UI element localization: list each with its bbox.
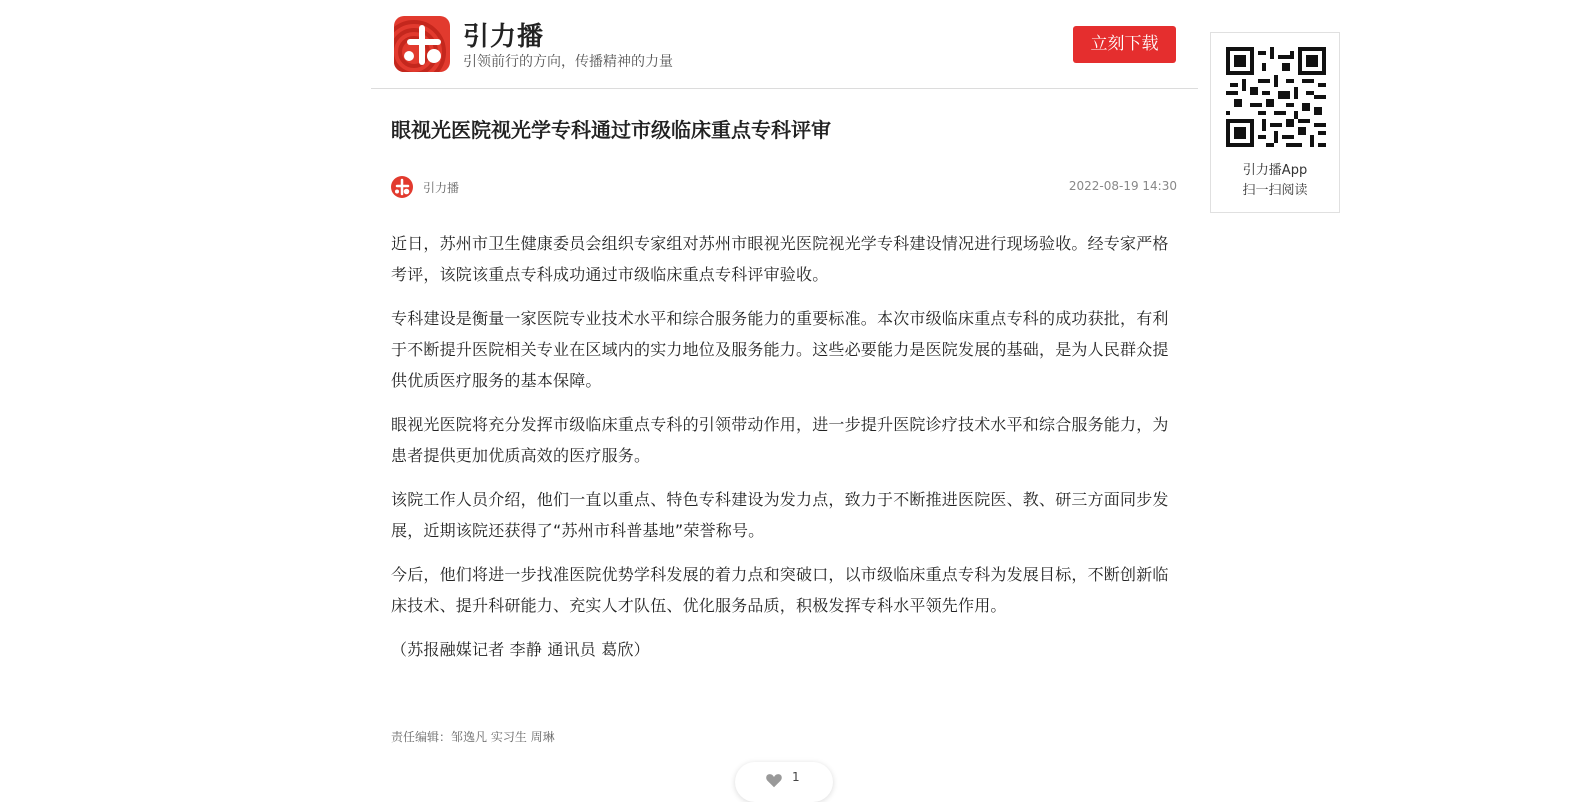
- qr-caption-app: 引力播App: [1242, 163, 1308, 178]
- responsible-editor: 责任编辑：邹逸凡 实习生 周琳: [391, 730, 555, 744]
- qr-panel: [1210, 32, 1340, 213]
- heart-icon: [765, 772, 783, 788]
- article-paragraph: 专科建设是衡量一家医院专业技术水平和综合服务能力的重要标准。本次市级临床重点专科的成功获批，有利于不断提升医院相关专业在区域内的实力地位及服务能力。这些必要能力是医院发展的基础，是为人民群众提供优质医疗服务的基本保障。: [391, 309, 1169, 390]
- app-logo-icon[interactable]: [394, 16, 450, 72]
- site-header: [371, 0, 1198, 89]
- article-byline: （苏报融媒记者 李静 通讯员 葛欣）: [391, 640, 650, 659]
- brand-slogan: 引领前行的方向，传播精神的力量: [463, 54, 673, 70]
- download-button[interactable]: 立刻下载: [1073, 26, 1176, 63]
- article-paragraph: 今后，他们将进一步找准医院优势学科发展的着力点和突破口，以市级临床重点专科为发展目标，不断创新临床技术、提升科研能力、充实人才队伍、优化服务品质，积极发挥专科水平领先作用。: [391, 565, 1169, 615]
- source-logo-icon: [391, 176, 413, 198]
- article-paragraph: 该院工作人员介绍，他们一直以重点、特色专科建设为发力点，致力于不断推进医院医、教、研三方面同步发展，近期该院还获得了“苏州市科普基地”荣誉称号。: [391, 490, 1169, 540]
- brand-name: 引力播: [463, 22, 545, 52]
- article-title: 眼视光医院视光学专科通过市级临床重点专科评审: [391, 118, 831, 142]
- article-paragraph: 近日，苏州市卫生健康委员会组织专家组对苏州市眼视光医院视光学专科建设情况进行现场验收。经专家严格考评，该院该重点专科成功通过市级临床重点专科评审验收。: [391, 234, 1169, 284]
- like-count: 1: [792, 770, 800, 784]
- article-meta: [391, 176, 1177, 198]
- like-button[interactable]: [735, 762, 833, 802]
- article-source[interactable]: 引力播: [423, 181, 460, 195]
- qr-caption-scan: 扫一扫阅读: [1242, 183, 1308, 198]
- qr-code-icon: [1226, 47, 1326, 147]
- article-body: [391, 228, 1177, 678]
- article-paragraph: 眼视光医院将充分发挥市级临床重点专科的引领带动作用，进一步提升医院诊疗技术水平和综合服务能力，为患者提供更加优质高效的医疗服务。: [391, 415, 1169, 465]
- article-datetime: 2022-08-19 14:30: [1068, 179, 1177, 193]
